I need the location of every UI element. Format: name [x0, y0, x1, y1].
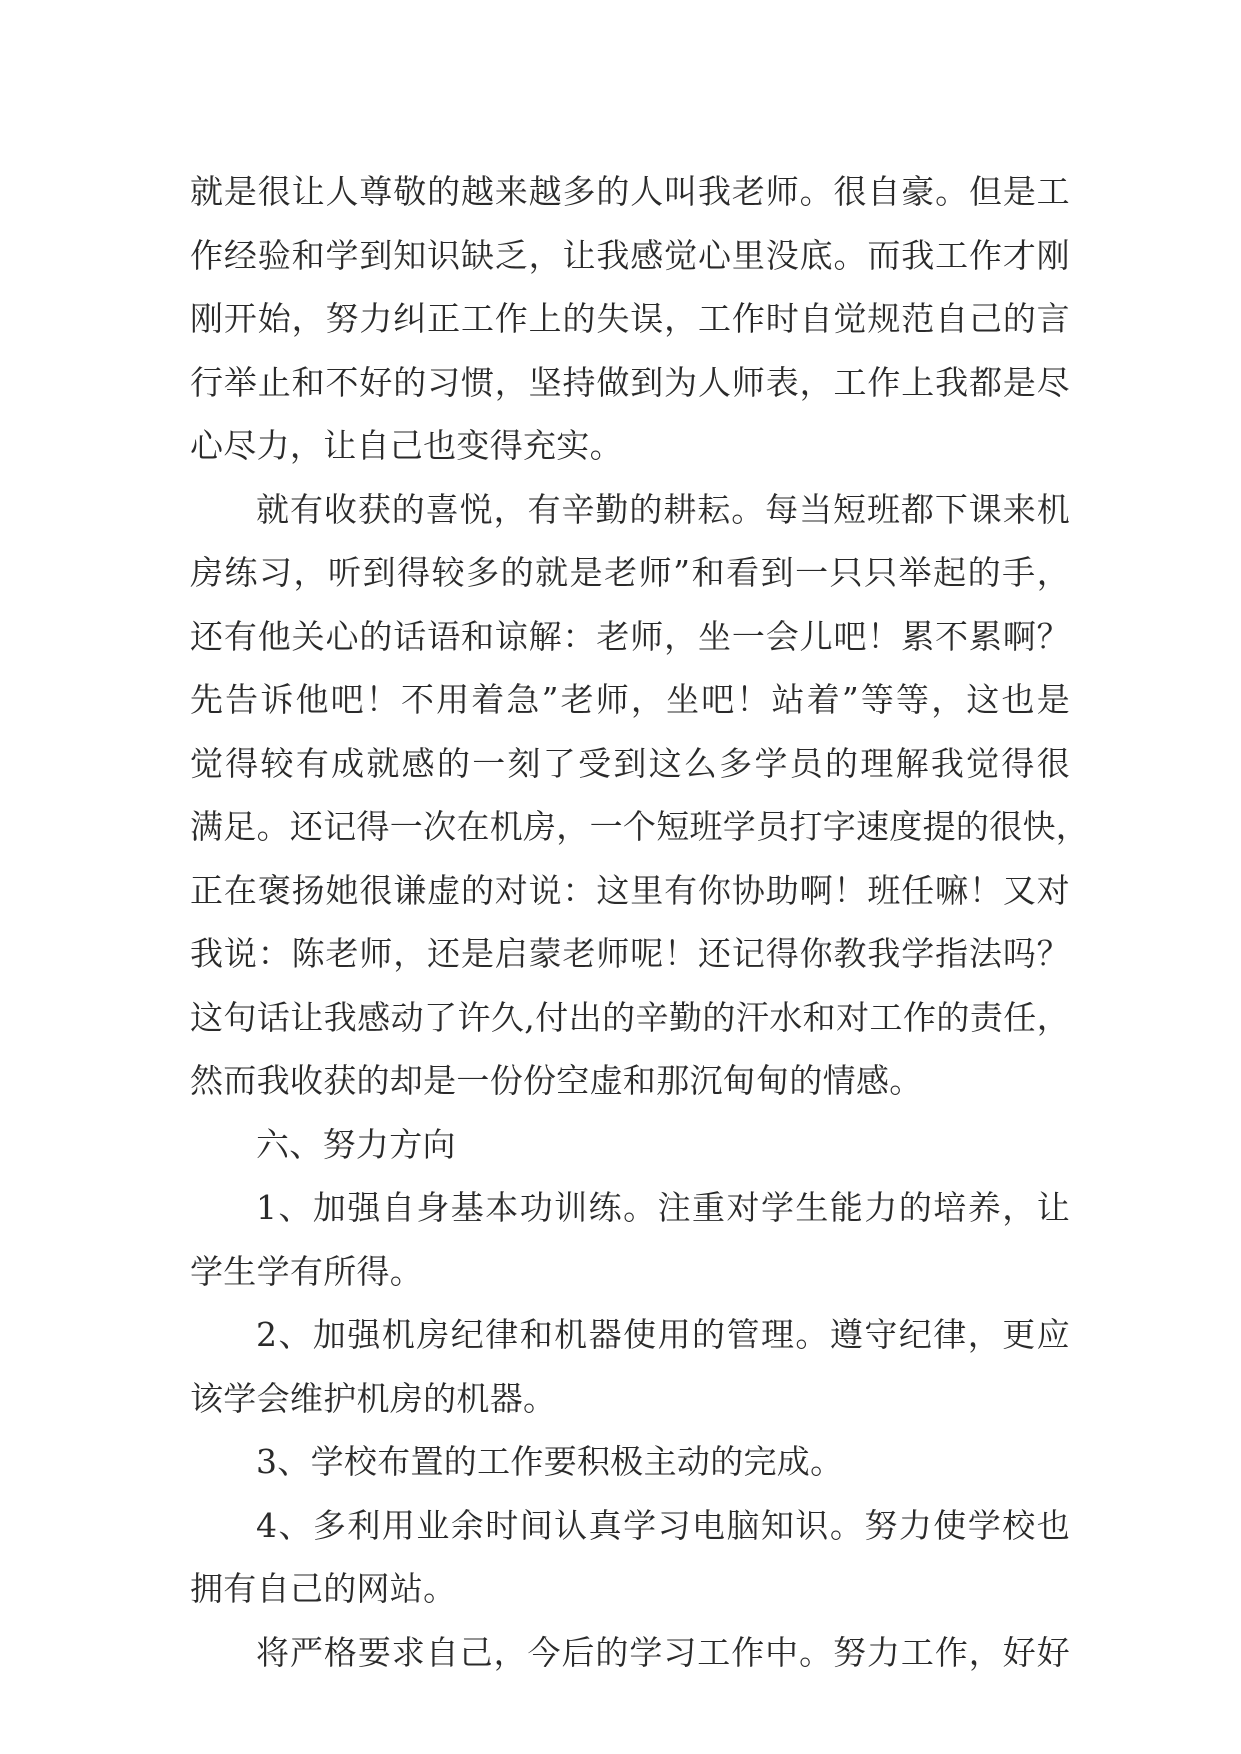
text-line: 房练习，听到得较多的就是老师”和看到一只只举起的手，: [190, 553, 1070, 592]
text-line: 我说：陈老师，还是启蒙老师呢！还记得你教我学指法吗？: [190, 934, 1070, 973]
text-line: 2、加强机房纪律和机器使用的管理。遵守纪律，更应: [256, 1315, 1070, 1354]
text-line: 六、努力方向: [256, 1124, 456, 1164]
text-line: 就是很让人尊敬的越来越多的人叫我老师。很自豪。但是工: [190, 172, 1070, 211]
paragraph: [190, 1621, 1070, 1685]
text-line: 觉得较有成就感的一刻了受到这么多学员的理解我觉得很: [190, 743, 1070, 783]
text-line: 3、学校布置的工作要积极主动的完成。: [256, 1442, 844, 1481]
text-line: 该学会维护机房的机器。: [190, 1378, 557, 1418]
text-line: 就有收获的喜悦，有辛勤的耕耘。每当短班都下课来机: [256, 489, 1070, 529]
text-line: 拥有自己的网站。: [190, 1569, 457, 1608]
text-line: 将严格要求自己，今后的学习工作中。努力工作，好好: [256, 1632, 1070, 1672]
section-heading: [190, 1113, 1070, 1177]
list-item: [190, 1176, 1070, 1303]
text-line: 刚开始，努力纠正工作上的失误，工作时自觉规范自己的言: [190, 299, 1070, 338]
paragraph: [190, 478, 1090, 1113]
text-line: 满足。还记得一次在机房，一个短班学员打字速度提的很快，: [190, 807, 1090, 846]
document-body: [190, 160, 1090, 1684]
list-item: [190, 1430, 1070, 1494]
text-line: 这句话让我感动了许久,付出的辛勤的汗水和对工作的责任，: [190, 997, 1070, 1037]
text-line: 还有他关心的话语和谅解：老师，坐一会儿吧！累不累啊？: [190, 616, 1070, 656]
text-line: 心尽力，让自己也变得充实。: [190, 426, 623, 465]
list-item: [190, 1303, 1070, 1430]
text-line: 正在褒扬她很谦虚的对说：这里有你协助啊！班任嘛！又对: [190, 870, 1070, 910]
text-line: 1、加强自身基本功训练。注重对学生能力的培养，让: [256, 1188, 1070, 1227]
text-line: 学生学有所得。: [190, 1251, 424, 1291]
text-line: 4、多利用业余时间认真学习电脑知识。努力使学校也: [256, 1505, 1070, 1545]
paragraph: [190, 160, 1070, 478]
text-line: 然而我收获的却是一份份空虚和那沉甸甸的情感。: [190, 1061, 923, 1100]
text-line: 行举止和不好的习惯，坚持做到为人师表，工作上我都是尽: [190, 362, 1070, 402]
text-line: 作经验和学到知识缺乏，让我感觉心里没底。而我工作才刚: [190, 235, 1070, 275]
list-item: [190, 1494, 1070, 1621]
text-line: 先告诉他吧！不用着急”老师，坐吧！站着”等等，这也是: [190, 680, 1070, 719]
